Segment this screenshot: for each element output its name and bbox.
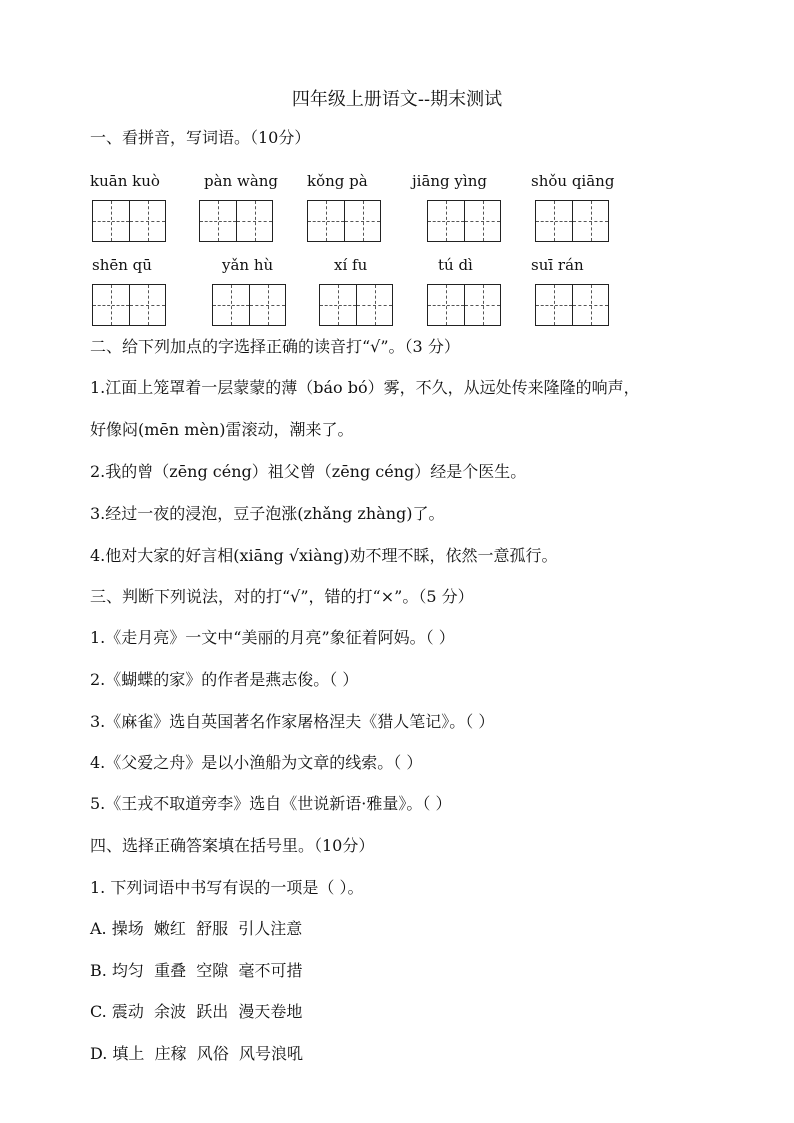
section4-heading: 四、选择正确答案填在括号里。（10分）: [90, 836, 375, 855]
pinyin-2-5: suī rán: [531, 256, 584, 274]
word-box[interactable]: [427, 200, 501, 242]
question-text: 1.江面上笼罩着一层蒙蒙的薄（báo bó）雾，不久，从远处传来隆隆的响声，: [90, 378, 640, 397]
judgement-item: 5.《王戎不取道旁李》选自《世说新语·雅量》。（ ）: [90, 794, 452, 813]
question-text: 好像闷(mēn mèn)雷滚动，潮来了。: [90, 420, 354, 439]
question-text: 1. 下列词语中书写有误的一项是（ ）。: [90, 878, 364, 897]
section1-heading: 一、看拼音，写词语。（10分）: [90, 128, 311, 147]
word-box[interactable]: [199, 200, 273, 242]
section3-heading: 三、判断下列说法，对的打“√”，错的打“×”。（5 分）: [90, 587, 474, 606]
pinyin-1-2: pàn wàng: [204, 172, 279, 190]
option-d: D. 填上 庄稼 风俗 风号浪吼: [90, 1044, 303, 1063]
word-box[interactable]: [212, 284, 286, 326]
pinyin-1-3: kǒng pà: [307, 172, 368, 190]
question-text: 4.他对大家的好言相(xiāng √xiàng)劝不理不睬，依然一意孤行。: [90, 546, 558, 565]
pinyin-2-1: shēn qū: [92, 256, 152, 274]
pinyin-1-4: jiāng yìng: [412, 172, 487, 190]
option-a: A. 操场 嫩红 舒服 引人注意: [90, 919, 303, 938]
pinyin-1-5: shǒu qiāng: [531, 172, 615, 190]
option-b: B. 均匀 重叠 空隙 毫不可措: [90, 961, 303, 980]
judgement-item: 2.《蝴蝶的家》的作者是燕志俊。（ ）: [90, 670, 359, 689]
pinyin-2-4: tú dì: [438, 256, 473, 274]
question-text: 3.经过一夜的浸泡，豆子泡涨(zhǎng zhàng)了。: [90, 504, 445, 523]
word-box[interactable]: [535, 200, 609, 242]
word-box[interactable]: [307, 200, 381, 242]
judgement-item: 3.《麻雀》选自英国著名作家屠格涅夫《猎人笔记》。（ ）: [90, 712, 495, 731]
pinyin-1-1: kuān kuò: [90, 172, 160, 190]
question-text: 2.我的曾（zēng céng）祖父曾（zēng céng）经是个医生。: [90, 462, 527, 481]
pinyin-2-2: yǎn hù: [222, 256, 274, 274]
option-c: C. 震动 余波 跃出 漫天卷地: [90, 1002, 303, 1021]
judgement-item: 1.《走月亮》一文中“美丽的月亮”象征着阿妈。（ ）: [90, 628, 455, 647]
word-box[interactable]: [92, 284, 166, 326]
word-box[interactable]: [535, 284, 609, 326]
word-box[interactable]: [319, 284, 393, 326]
page-title: 四年级上册语文--期末测试: [291, 89, 503, 110]
word-box[interactable]: [92, 200, 166, 242]
pinyin-2-3: xí fu: [334, 256, 368, 274]
word-box[interactable]: [427, 284, 501, 326]
section2-heading: 二、给下列加点的字选择正确的读音打“√”。（3 分）: [90, 337, 460, 356]
judgement-item: 4.《父爱之舟》是以小渔船为文章的线索。（ ）: [90, 753, 423, 772]
